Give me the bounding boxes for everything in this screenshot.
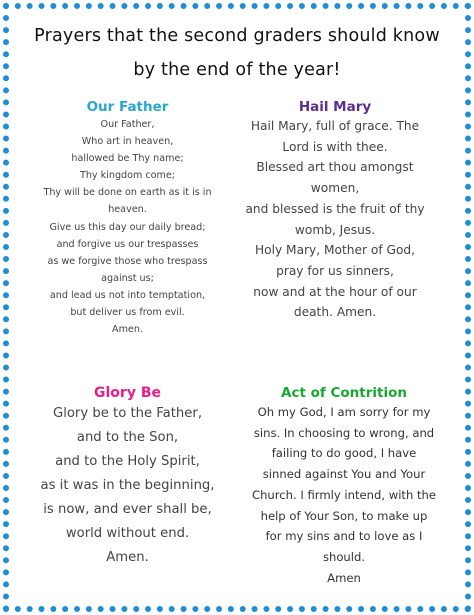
prayer-line: Holy Mary, Mother of God, [254,243,416,258]
prayer-line: is now, and ever shall be, [43,502,212,517]
prayer-line: sinned against You and Your [262,467,426,482]
our-father-section [35,98,220,338]
prayer-line: Amen [327,570,361,585]
our-father-text [35,116,220,338]
prayer-line: should. [322,549,366,564]
prayer-line: and to the Son, [76,430,179,445]
our-father-heading: Our Father [86,99,169,115]
prayer-line: women, [310,181,360,196]
prayer-line: womb, Jesus. [294,222,376,237]
glory-be-heading: Glory Be [94,385,161,401]
page-title-line-2: by the end of the year! [133,60,341,80]
prayer-line: help of Your Son, to make up [260,508,428,523]
prayer-line: against us; [101,272,154,284]
prayer-line: and forgive us our trespasses [56,238,199,250]
prayer-line: Hail Mary, full of grace. The [250,119,420,133]
prayer-line: Blessed art thou amongst [256,160,414,175]
prayer-line: hallowed be Thy name; [71,153,184,165]
prayer-line: failing to do good, I have [271,446,417,461]
prayer-line: Church. I firmly intend, with the [251,487,437,502]
page-title-line-1: Prayers that the second graders should know [34,26,440,46]
prayer-line: Amen. [112,324,143,336]
prayer-line: sins. In choosing to wrong, and [253,425,435,440]
prayer-line: death. Amen. [293,305,377,320]
prayer-line: Glory be to the Father, [52,406,203,421]
prayer-line: and to the Holy Spirit, [55,454,200,469]
hail-mary-section [235,98,435,323]
glory-be-section [20,384,235,570]
act-of-contrition-heading: Act of Contrition [281,385,407,401]
prayer-line: now and at the hour of our [253,284,417,299]
prayer-line: Our Father, [100,119,155,130]
prayer-line: Amen. [106,550,149,565]
prayer-line: Thy will be done on earth as it is in [43,187,212,199]
prayer-line: and lead us not into temptation, [49,289,206,301]
prayer-line: Thy kingdom come; [79,170,176,182]
act-of-contrition-text [238,402,450,588]
prayer-line: as it was in the beginning, [40,478,215,493]
prayer-line: Lord is with thee. [282,139,388,154]
prayer-line: heaven. [108,204,147,216]
hail-mary-heading: Hail Mary [298,99,372,115]
prayer-line: pray for us sinners, [276,263,394,278]
prayer-line: Oh my God, I am sorry for my [257,405,431,419]
prayer-line: Give us this day our daily bread; [49,221,206,233]
glory-be-text [20,402,235,570]
prayer-line: for my sins and to love as I [265,529,423,544]
act-of-contrition-section [238,384,450,588]
hail-mary-text [235,116,435,323]
prayer-line: world without end. [65,526,190,541]
prayer-line: as we forgive those who trespass [47,255,208,267]
prayer-line: but deliver us from evil. [70,307,185,319]
prayer-line: Who art in heaven, [81,136,174,148]
prayer-line: and blessed is the fruit of thy [245,201,425,216]
